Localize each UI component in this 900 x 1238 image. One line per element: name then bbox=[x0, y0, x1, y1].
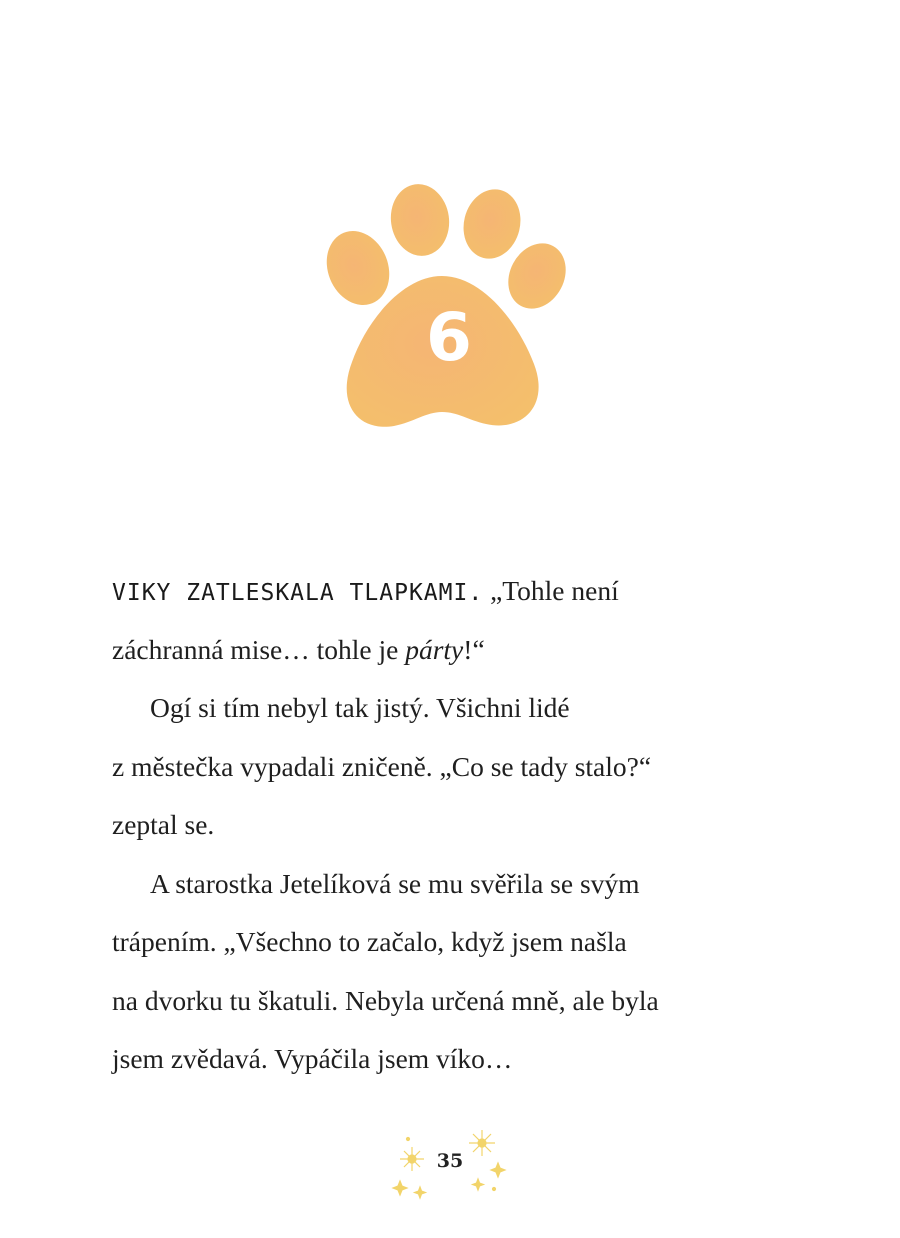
body-text bbox=[112, 562, 792, 1089]
lead-in-caps: VIKY ZATLESKALA TLAPKAMI. bbox=[112, 580, 484, 606]
text-fragment: !“ bbox=[463, 633, 485, 665]
text-line: Ogí si tím nebyl tak jistý. Všichni lidé bbox=[150, 692, 570, 723]
text-line: trápením. „Všechno to začalo, když jsem našla bbox=[112, 926, 627, 957]
text-line bbox=[112, 621, 792, 680]
chapter-number: 6 bbox=[426, 299, 472, 376]
page-footer bbox=[390, 1125, 510, 1205]
page-number: 35 bbox=[436, 1150, 464, 1172]
text-line: A starostka Jetelíková se mu svěřila se svým bbox=[150, 867, 640, 899]
text-line: na dvorku tu škatuli. Nebyla určená mně, ale byla bbox=[112, 984, 659, 1016]
text-line bbox=[112, 562, 792, 621]
text-fragment: „Tohle není bbox=[483, 575, 619, 606]
text-line: jsem zvědavá. Vypáčila jsem víko… bbox=[112, 1043, 513, 1074]
italic-word: párty bbox=[405, 633, 464, 665]
text-line: zeptal se. bbox=[112, 809, 215, 840]
text-line: z městečka vypadali zničeně. „Co se tady stalo?“ bbox=[112, 750, 652, 782]
paw-toe-3 bbox=[456, 183, 527, 264]
paw-toe-2 bbox=[386, 182, 453, 260]
text-fragment: záchranná mise… tohle je bbox=[112, 633, 406, 665]
